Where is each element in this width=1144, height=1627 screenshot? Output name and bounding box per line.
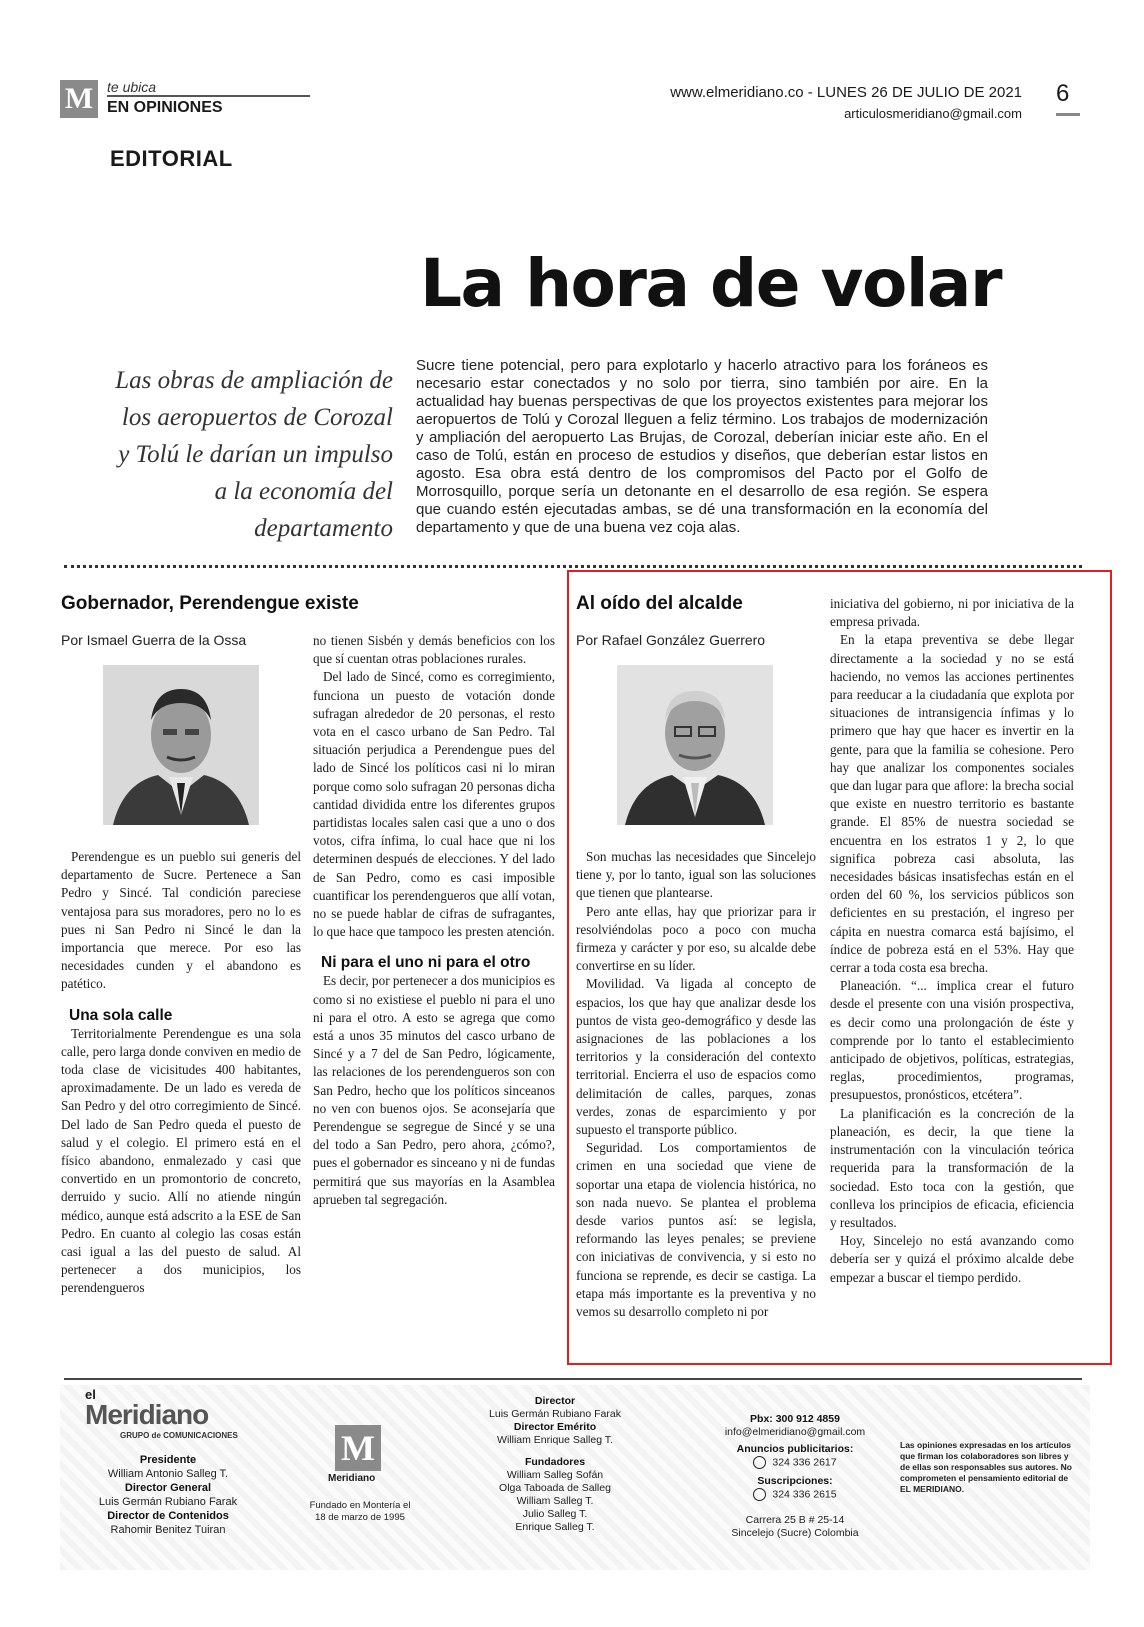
article2-byline: Por Rafael González Guerrero	[576, 632, 766, 648]
author-photo-rafael	[617, 665, 773, 825]
article1-paragraph: Del lado de Sincé, como es corregimiento, funciona un puesto de votación donde sufragan alrededor de 20 personas, el resto vota en el casco urbano de San Pedro. Tal situación perjudica a Perendengue pues del lado de Sincé los políticos casi ni lo miran porque como solo sufragan 20 personas dicha cantidad dividida entre los diferentes grupos partidistas locales salen casi que a uno o dos votos, cifra ínfima, lo cual hace que ni los determinen después de elecciones. Y del lado de San Pedro, como es casi imposible cuantificar los perendengueros que allí votan, no se puede hablar de cifras de sufragantes, lo que hace que tampoco les presten atención.	[313, 669, 555, 940]
page-number-rule	[1056, 113, 1080, 116]
contact-block	[700, 1413, 890, 1540]
article1-paragraph: Perendengue es un pueblo sui generis del departamento de Sucre. Pertenece a San Pedro y Sincé. Tal condición pareciese ventajosa para sus moradores, pero no lo es pues ni San Pedro ni Sincé le dan la importancia que merece. Por eso las necesidades cunden y el abandono es patético.	[61, 849, 301, 992]
footer-rule	[64, 1378, 1082, 1380]
fundador: Olga Taboada de Salleg	[499, 1482, 611, 1494]
article2-column2	[830, 595, 1074, 1287]
presidente-label: Presidente	[139, 1454, 197, 1466]
site-date-line: www.elmeridiano.co - LUNES 26 DE JULIO DE 2021	[670, 84, 1022, 101]
pbx: Pbx: 300 912 4859	[750, 1413, 840, 1425]
article2-paragraph: Movilidad. Va ligada al concepto de espacios, los que hay que analizar desde los puntos de vista geo-demográfico y desde las asignaciones de las poblaciones a los territorios y la consideración del contexto territorial. Encierra el uso de espacios como delimitación de calles, parques, zonas verdes, zonas de esparcimiento y por supuesto el transporte público.	[576, 976, 816, 1138]
disclaimer: Las opiniones expresadas en los artículos que firman los colaboradores son libres y de ellas son responsables sus autores. No comprometen el pensamiento editorial de EL MERIDIANO.	[900, 1440, 1072, 1494]
brand-el: el	[85, 1387, 96, 1402]
fundadores-label: Fundadores	[524, 1456, 586, 1468]
editorial-label: EDITORIAL	[110, 146, 233, 171]
tagline: te ubica	[107, 79, 157, 95]
article1-paragraph: Territorialmente Perendengue es una sola calle, pero larga donde conviven en medio de toda clase de vicisitudes 400 habitantes, aproximadamente. De un lado es vereda de San Pedro y del otro corregimiento de Sincé. Del lado de San Pedro queda el puesto de salud y el colegio. El primero está en el físico abandono, enmalezado y casi que convertido en un promontorio de concreto, derruido y sucio. Allí no atiende ningún médico, aunque está adscrito a la ESE de San Pedro. En cuanto al colegio las cosas están casi igual a las del puesto de salud. Al pertenecer a dos municipios, los perendengueros	[61, 1025, 301, 1296]
article1-subhead1: Una sola calle	[69, 1006, 173, 1024]
whatsapp-icon	[753, 1488, 766, 1501]
article2-paragraph: Hoy, Sincelejo no está avanzando como debería ser y quizá el próximo alcalde debe empezar a buscar el tiempo perdido.	[830, 1233, 1074, 1285]
contact-email: articulosmeridiano@gmail.com	[844, 106, 1022, 121]
article2-paragraph: Pero ante ellas, hay que priorizar para ir resolviéndolas poco a poco con mucha firmeza y carácter y por eso, su alcalde debe convertirse en su líder.	[576, 903, 816, 974]
article1-column2	[313, 632, 555, 1209]
director-emerito-label: Director Emérito	[513, 1421, 597, 1433]
author-photo-ismael	[103, 665, 259, 825]
fundador: William Salleg T.	[516, 1495, 594, 1507]
director-name: Luis Germán Rubiano Farak	[489, 1408, 621, 1420]
masthead-logo: M	[60, 80, 98, 118]
section-divider	[64, 565, 1082, 568]
article1-title: Gobernador, Perendengue existe	[61, 593, 359, 614]
fundador: William Salleg Sofán	[506, 1469, 604, 1481]
editorial-body: Sucre tiene potencial, pero para explotarlo y hacerlo atractivo para los foráneos es necesario estar conectados y no solo por tierra, sino también por aire. En la actualidad hay buenas perspectivas de que los proyectos existentes para mejorar los aeropuertos de Tolú y Corozal lleguen a feliz término. Los trabajos de modernización y ampliación del aeropuerto Las Brujas, de Corozal, deberían iniciar este año. En el caso de Tolú, están en proceso de estudios y diseños, que deberían estar listos en agosto. Esa obra está dentro de los compromisos del Pacto por el Golfo de Morrosquillo, porque sería un detonante en el desarrollo de esa región. Se espera que cuando estén ejecutadas ambas, se dé una transformación en la economía del departamento y que de una buena vez coja alas.	[416, 357, 988, 536]
article2-column1	[576, 848, 816, 1321]
director-contenidos-label: Director de Contenidos	[107, 1510, 229, 1522]
presidente-name: William Antonio Salleg T.	[107, 1468, 229, 1480]
footer-logo-sub: Meridiano	[328, 1473, 376, 1484]
brand-name: Meridiano	[85, 1399, 209, 1430]
director-label: Director	[534, 1395, 576, 1407]
article2-paragraph: iniciativa del gobierno, ni por iniciativa de la empresa privada.	[830, 596, 1074, 630]
fundador: Enrique Salleg T.	[515, 1521, 595, 1533]
article2-paragraph: Seguridad. Los comportamientos de crimen en una sociedad que viene de soportar una etapa de violencia histórica, no son nada nuevo. Se plantea el problema desde varios puntos así: se legisla, reformando las leyes penales; se previene con iniciativas de convivencia, y si esto no funciona se reprende, es decir se castiga. La etapa más importante es la preventiva y no vemos su desarrollo completo ni por	[576, 1140, 816, 1320]
fundador: Julio Salleg T.	[522, 1508, 588, 1520]
article1-paragraph: no tienen Sisbén y demás beneficios con los que sí cuentan otras poblaciones rurales.	[313, 633, 555, 667]
article2-paragraph: Planeación. “... implica crear el futuro desde el presente con una visión prospectiva, es decir como una prolongación de éste y comprende por lo tanto el establecimiento anticipado de objetivos, políticas, estrategias, reglas, procedimientos, programas, presupuestos, pronósticos, etcétera”.	[830, 978, 1074, 1103]
whatsapp-icon	[753, 1456, 766, 1469]
suscripciones-label: Suscripciones:	[757, 1475, 833, 1488]
section-name: EN OPINIONES	[107, 99, 223, 116]
editorial-headline: La hora de volar	[420, 245, 1002, 322]
director-contenidos-name: Rahomir Benitez Tuiran	[110, 1524, 226, 1536]
footer	[60, 1385, 1090, 1570]
director-emerito-name: William Enrique Salleg T.	[497, 1434, 613, 1446]
founded-note: Fundado en Montería el 18 de marzo de 1995	[309, 1500, 411, 1523]
article1-column1	[61, 848, 301, 1298]
article2-title: Al oído del alcalde	[576, 593, 743, 614]
director-general-label: Director General	[124, 1482, 212, 1494]
article1-byline: Por Ismael Guerra de la Ossa	[61, 632, 247, 648]
article2-paragraph: La planificación es la concreción de la planeación, es decir, la que tiene la instrumentación con la vinculación teórica requerida para la transformación de la sociedad. Esto toca con la gestión, que conlleva los principios de eficacia, eficiencia y resultados.	[830, 1105, 1074, 1230]
article2-paragraph: En la etapa preventiva se debe llegar directamente a la sociedad y no se está haciendo, no vemos las acciones pertinentes para reeducar a la ciudadanía que explota por situaciones de intransigencia ínfimas y lo primero que hay que hacer es invertir en la gente, para que la familia se cohesione. Pero hay que analizar los componentes sociales que dan lugar para que aflore: la brecha social que existe en nuestro territorio es bastante grande. El 85% de nuestra sociedad se encuentra en los estratos 1 y 2, lo que significa pobreza casi absoluta, las necesidades básicas insatisfechas están en el orden del 60 %, los servicios públicos son deficientes en su prestación, el ingreso per cápita en nuestra comarca está bajísimo, el índice de pobreza está en el 53%. Hay que cerrar a toda costa esa brecha.	[830, 632, 1074, 976]
anuncios-phone: 324 336 2617	[772, 1456, 837, 1469]
staff-left	[78, 1453, 258, 1537]
page-number: 6	[1056, 80, 1070, 107]
footer-email: info@elmeridiano@gmail.com	[724, 1426, 866, 1438]
staff-center	[460, 1395, 650, 1534]
address: Carrera 25 B # 25-14	[745, 1513, 845, 1526]
suscripciones-phone: 324 336 2615	[772, 1488, 837, 1501]
article2-paragraph: Son muchas las necesidades que Sincelejo tiene y, por lo tanto, igual son las soluciones que tienen que plantearse.	[576, 849, 816, 901]
editorial-deck: Las obras de ampliación de los aeropuertos de Corozal y Tolú le darían un impulso a la economía del departamento	[115, 367, 393, 542]
city: Sincelejo (Sucre) Colombia	[731, 1526, 859, 1539]
header-rule	[107, 95, 310, 97]
anuncios-label: Anuncios publicitarios:	[736, 1443, 854, 1455]
article1-paragraph: Es decir, por pertenecer a dos municipios es como si no existiese el pueblo ni para el uno ni para el otro. A esto se agrega que como está a unos 35 minutos del casco urbano de Sincé y a 7 del de San Pedro, lógicamente, las relaciones de los perendengueros son con San Pedro, hecho que los políticos sinceanos no ven con buenos ojos. Se aconsejaría que Perendengue se segregue de Sincé y se una del todo a San Pedro, pero ahora, ¿cómo?, pues el gobernador es sinceano y ni de fundas permitirá que sus mayorías en la Asamblea aprueben tal segregación.	[313, 973, 555, 1207]
article1-subhead2: Ni para el uno ni para el otro	[321, 954, 531, 972]
footer-logo: M	[335, 1425, 381, 1471]
director-general-name: Luis Germán Rubiano Farak	[98, 1496, 238, 1508]
brand-group: GRUPO de COMUNICACIONES	[120, 1431, 238, 1440]
